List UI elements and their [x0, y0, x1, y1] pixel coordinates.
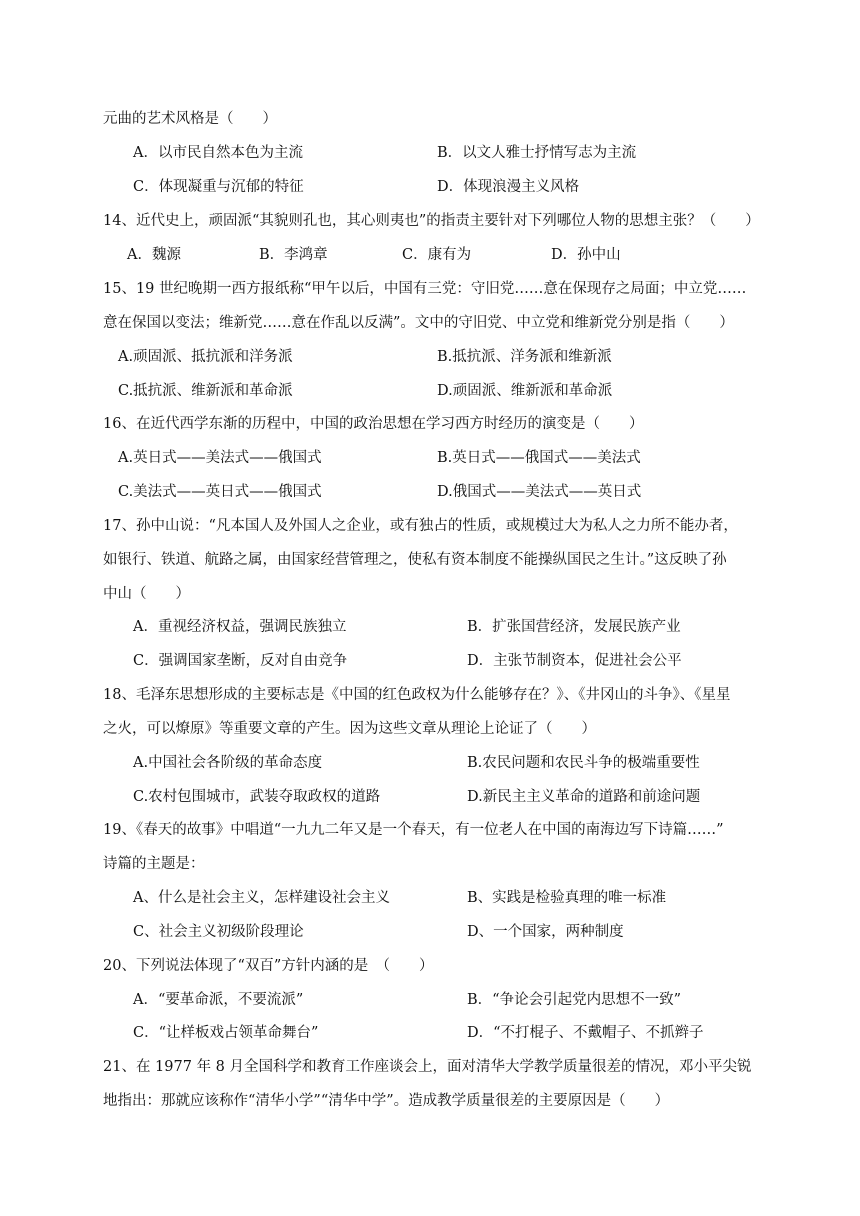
q17-option-c: C．强调国家垄断，反对自由竞争 [133, 653, 348, 669]
question-19-stem-2: 诗篇的主题是： [103, 856, 205, 872]
q14-option-c: C．康有为 [402, 247, 472, 263]
question-15-stem-2: 意在保国以变法；维新党……意在作乱以反满”。文中的守旧党、中立党和维新党分别是指（ ） [103, 315, 734, 331]
q14-option-a: A．魏源 [127, 247, 181, 263]
q19-option-d: D、一个国家，两种制度 [467, 924, 624, 940]
q13-option-a: A．以市民自然本色为主流 [133, 145, 303, 161]
q13-option-c: C．体现凝重与沉郁的特征 [133, 179, 304, 195]
q20-option-b: B．“争论会引起党内思想不一致” [467, 992, 681, 1008]
q16-option-b: B.英日式——俄国式——美法式 [437, 450, 641, 466]
q18-option-a: A.中国社会各阶级的革命态度 [133, 755, 323, 771]
question-15-stem-1: 15、19 世纪晚期一西方报纸称“甲午以后，中国有三党：守旧党……意在保现存之局面；中立党…… [103, 281, 747, 297]
q18-option-c: C.农村包围城市，武装夺取政权的道路 [133, 789, 381, 805]
q17-option-b: B．扩张国营经济，发展民族产业 [467, 619, 681, 635]
q15-option-d: D.顽固派、维新派和革命派 [437, 383, 613, 399]
q19-option-a: A、什么是社会主义，怎样建设社会主义 [133, 890, 390, 906]
q15-option-c: C.抵抗派、维新派和革命派 [118, 383, 293, 399]
q14-option-b: B．李鸿章 [259, 247, 328, 263]
q14-option-d: D．孙中山 [551, 247, 621, 263]
question-18-stem-1: 18、毛泽东思想形成的主要标志是《中国的红色政权为什么能够存在？》、《井冈山的斗争》、《星星 [103, 687, 731, 703]
q18-option-d: D.新民主主义革命的道路和前途问题 [467, 789, 701, 805]
q18-option-b: B.农民问题和农民斗争的极端重要性 [467, 755, 700, 771]
question-13-stem-tail: 元曲的艺术风格是（ ） [103, 111, 277, 127]
q20-option-c: C．“让样板戏占领革命舞台” [133, 1025, 319, 1041]
question-17-stem-3: 中山（ ） [103, 586, 190, 602]
question-16-stem: 16、在近代西学东渐的历程中，中国的政治思想在学习西方时经历的演变是（ ） [103, 416, 644, 432]
q13-option-d: D．体现浪漫主义风格 [437, 179, 580, 195]
question-20-stem: 20、下列说法体现了“双百”方针内涵的是 （ ） [103, 958, 434, 974]
q17-option-d: D．主张节制资本，促进社会公平 [467, 653, 682, 669]
q15-option-b: B.抵抗派、洋务派和维新派 [437, 349, 612, 365]
q20-option-d: D．“不打棍子、不戴帽子、不抓辫子 [467, 1025, 704, 1041]
q19-option-b: B、实践是检验真理的唯一标准 [467, 890, 667, 906]
q17-option-a: A．重视经济权益，强调民族独立 [133, 619, 347, 635]
question-21-stem-1: 21、在 1977 年 8 月全国科学和教育工作座谈会上，面对清华大学教学质量很差的情况，邓小平尖锐 [103, 1059, 752, 1075]
question-14-stem: 14、近代史上，顽固派“其貌则孔也，其心则夷也”的指责主要针对下列哪位人物的思想主张？（ ） [103, 213, 760, 229]
question-19-stem-1: 19、《春天的故事》中唱道“一九九二年又是一个春天，有一位老人在中国的南海边写下诗篇……” [103, 822, 724, 838]
q16-option-a: A.英日式——美法式——俄国式 [118, 450, 322, 466]
q13-option-b: B．以文人雅士抒情写志为主流 [437, 145, 637, 161]
q20-option-a: A．“要革命派，不要流派” [133, 992, 304, 1008]
question-21-stem-2: 地指出：那就应该称作“清华小学”“清华中学”。造成教学质量很差的主要原因是（ ） [103, 1093, 670, 1109]
question-17-stem-2: 如银行、铁道、航路之属，由国家经营管理之，使私有资本制度不能操纵国民之生计。”这反映了孙 [103, 552, 727, 568]
question-17-stem-1: 17、孙中山说：“凡本国人及外国人之企业，或有独占的性质，或规模过大为私人之力所不能办者， [103, 518, 738, 534]
q19-option-c: C、社会主义初级阶段理论 [133, 924, 304, 940]
question-18-stem-2: 之火，可以燎原》等重要文章的产生。因为这些文章从理论上论证了（ ） [103, 721, 596, 737]
q16-option-d: D.俄国式——美法式——英日式 [437, 484, 642, 500]
q16-option-c: C.美法式——英日式——俄国式 [118, 484, 322, 500]
q15-option-a: A.顽固派、抵抗派和洋务派 [118, 349, 293, 365]
